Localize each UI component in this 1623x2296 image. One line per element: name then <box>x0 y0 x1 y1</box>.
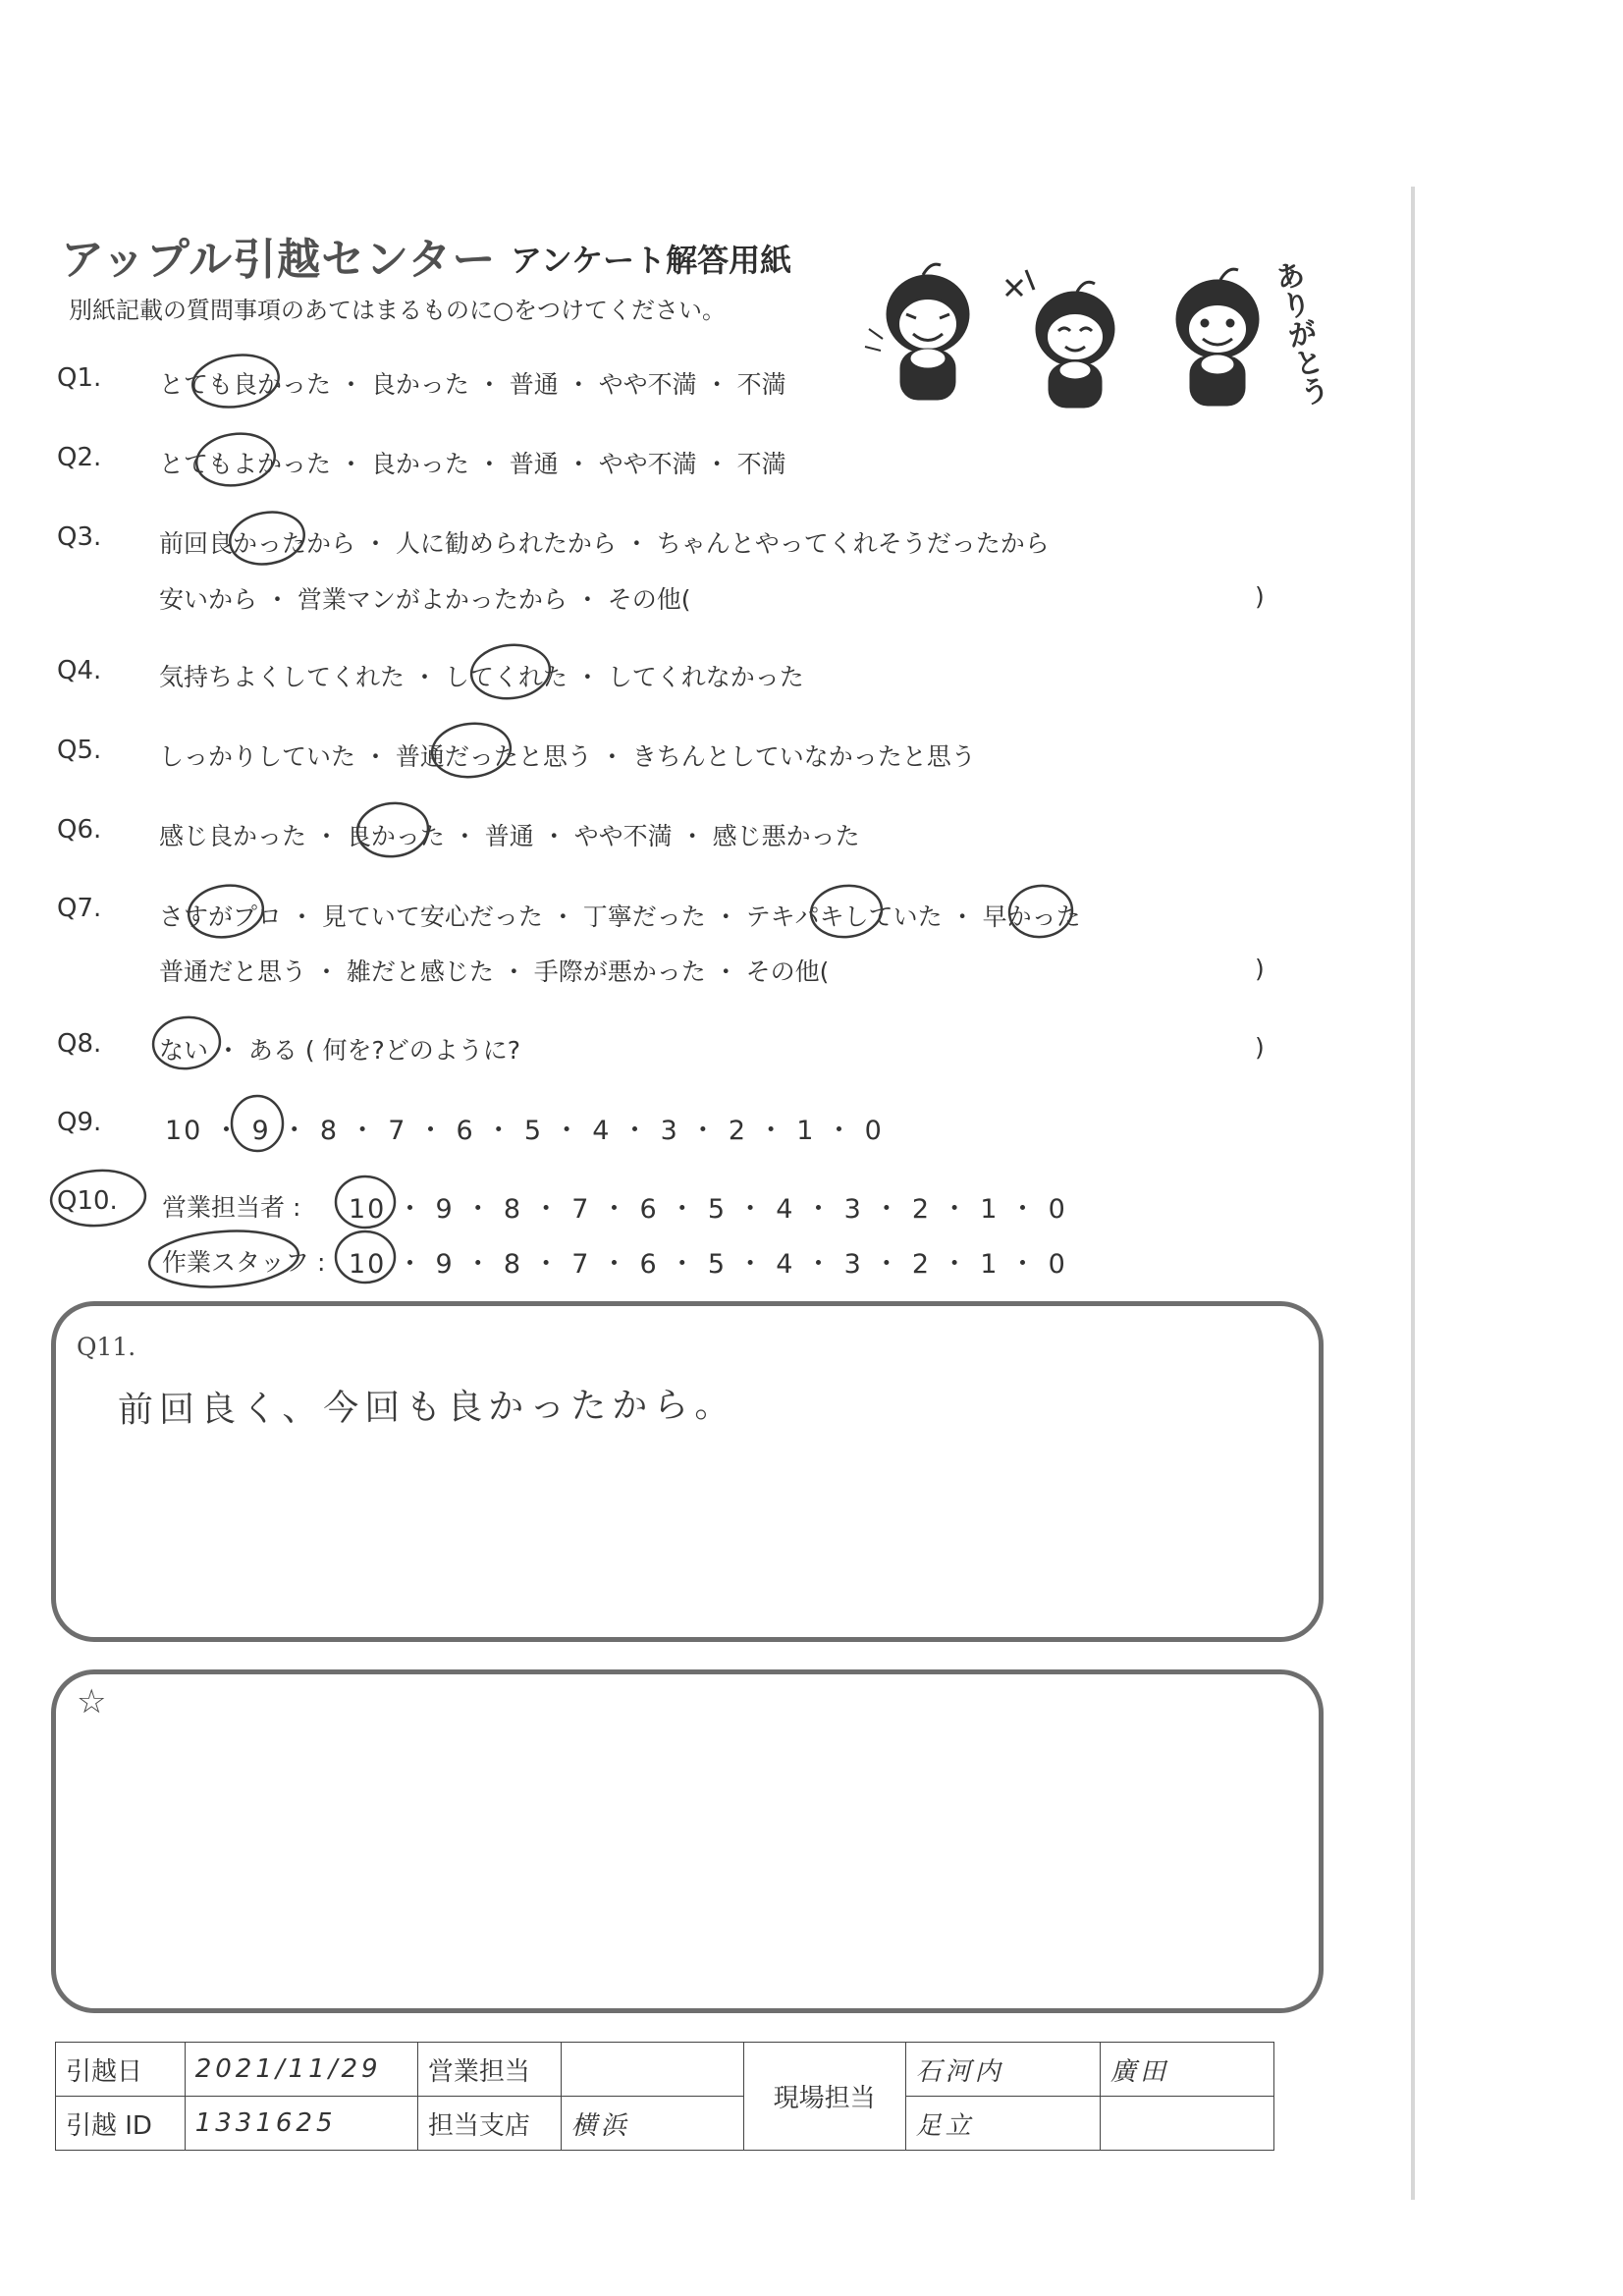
move-id-label: 引越 ID <box>56 2097 186 2151</box>
branch-label: 担当支店 <box>417 2097 561 2151</box>
q9-scale[interactable]: 10 ・ 9 ・ 8 ・ 7 ・ 6 ・ 5 ・ 4 ・ 3 ・ 2 ・ 1 ・ 0 <box>165 1116 884 1146</box>
form-title: アンケート解答用紙 <box>511 242 792 279</box>
q11-comment-box[interactable] <box>51 1301 1324 1642</box>
monkey-mascots-illustration <box>859 241 1331 412</box>
q10-label: Q10. <box>57 1186 118 1216</box>
monkey-icon-1 <box>865 264 969 400</box>
mascot-thanks-text: ありがとう <box>1267 257 1331 410</box>
onsite-staff-4[interactable] <box>1100 2097 1273 2151</box>
q9-label: Q9. <box>57 1108 102 1137</box>
move-date-value[interactable]: 2021/11/29 <box>185 2043 417 2097</box>
q7-paren-close: ) <box>1255 955 1265 983</box>
onsite-staff-label: 現場担当 <box>743 2043 905 2151</box>
q10-staff-scale[interactable]: 10 ・ 9 ・ 8 ・ 7 ・ 6 ・ 5 ・ 4 ・ 3 ・ 2 ・ 1 ・ 0 <box>349 1249 1067 1280</box>
q10-staff-label: 作業スタッフ : <box>162 1248 326 1277</box>
q7-options-line2[interactable]: 普通だと思う ・ 雑だと感じた ・ 手際が悪かった ・ その他( <box>159 957 830 986</box>
q10-sales-scale[interactable]: 10 ・ 9 ・ 8 ・ 7 ・ 6 ・ 5 ・ 4 ・ 3 ・ 2 ・ 1 ・ 0 <box>349 1194 1067 1225</box>
q5-label: Q5. <box>57 736 102 765</box>
q1-options[interactable]: とても良かった ・ 良かった ・ 普通 ・ やや不満 ・ 不満 <box>159 370 786 399</box>
move-id-value[interactable]: 1331625 <box>185 2097 417 2151</box>
q11-handwritten-comment: 前回良く、今回も良かったから。 <box>117 1385 736 1431</box>
q2-label: Q2. <box>57 443 102 472</box>
page-edge <box>1411 187 1415 2200</box>
q6-label: Q6. <box>57 815 102 845</box>
onsite-staff-1[interactable]: 石河内 <box>905 2043 1100 2097</box>
q3-options-line1[interactable]: 前回良かったから ・ 人に勧められたから ・ ちゃんとやってくれそうだったから <box>159 529 1050 558</box>
q10-sales-label: 営業担当者 : <box>162 1193 301 1222</box>
monkey-icon-2 <box>1006 270 1114 408</box>
info-table <box>55 2042 1274 2151</box>
instructions: 別紙記載の質問事項のあてはまるものに○をつけてください。 <box>69 297 726 324</box>
q5-options[interactable]: しっかりしていた ・ 普通だったと思う ・ きちんとしていなかったと思う <box>159 742 976 771</box>
star-icon: ☆ <box>77 1682 107 1722</box>
q3-options-line2[interactable]: 安いから ・ 営業マンがよかったから ・ その他( <box>159 585 691 614</box>
q1-label: Q1. <box>57 363 102 393</box>
monkey-icon-3 <box>1176 269 1259 406</box>
q8-options[interactable]: ない ・ ある ( 何を?どのように? <box>159 1036 521 1065</box>
move-date-label: 引越日 <box>56 2043 186 2097</box>
onsite-staff-3[interactable]: 足立 <box>905 2097 1100 2151</box>
sales-rep-label: 営業担当 <box>417 2043 561 2097</box>
q2-options[interactable]: とてもよかった ・ 良かった ・ 普通 ・ やや不満 ・ 不満 <box>159 450 786 478</box>
q8-label: Q8. <box>57 1029 102 1059</box>
company-title: アップル引越センター <box>61 235 497 285</box>
q3-label: Q3. <box>57 522 102 552</box>
notes-comment-box[interactable] <box>51 1669 1324 2013</box>
q11-label: Q11. <box>77 1333 136 1361</box>
q3-paren-close: ) <box>1255 582 1265 611</box>
q8-paren-close: ) <box>1255 1033 1265 1062</box>
q4-options[interactable]: 気持ちよくしてくれた ・ してくれた ・ してくれなかった <box>159 663 804 691</box>
q7-label: Q7. <box>57 894 102 923</box>
q4-label: Q4. <box>57 656 102 685</box>
onsite-staff-2[interactable]: 廣田 <box>1100 2043 1273 2097</box>
sales-rep-value[interactable] <box>561 2043 743 2097</box>
branch-value[interactable]: 横浜 <box>561 2097 743 2151</box>
q7-options-line1[interactable]: さすがプロ ・ 見ていて安心だった ・ 丁寧だった ・ テキパキしていた ・ 早かった <box>159 902 1081 931</box>
q6-options[interactable]: 感じ良かった ・ 良かった ・ 普通 ・ やや不満 ・ 感じ悪かった <box>159 822 860 850</box>
